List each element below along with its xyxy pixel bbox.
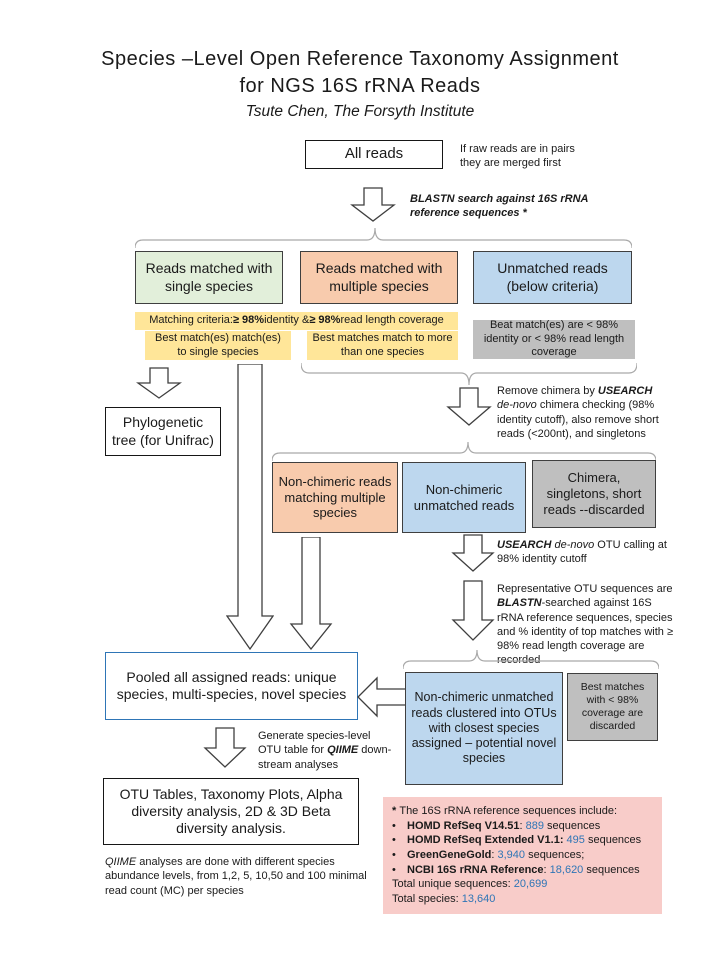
- page-author: Tsute Chen, The Forsyth Institute: [245, 103, 475, 120]
- down-arrow: [451, 534, 495, 573]
- label-best-multiple: Best matches match to more than one species: [307, 331, 458, 360]
- label-blastn-search: BLASTN search against 16S rRNA reference sequences *: [410, 193, 589, 220]
- reference-sequences-box: [383, 797, 662, 914]
- down-arrow: [350, 187, 396, 223]
- list-item: [392, 848, 653, 863]
- node-chimera-discarded: Chimera, singletons, short reads --discarded: [532, 460, 656, 528]
- long-down-arrow: [226, 364, 274, 650]
- node-pooled-reads: Pooled all assigned reads: unique species, multi-species, novel species: [105, 652, 358, 720]
- bullet-icon: •: [392, 863, 396, 876]
- down-arrow: [203, 727, 247, 769]
- label-best-single: Best match(es) match(es) to single species: [145, 331, 291, 360]
- refbox-bullet-homd: HOMD RefSeq V14.51: 889 sequences: [407, 819, 601, 832]
- down-arrow: [136, 367, 182, 400]
- label-beat-below-criteria: Beat match(es) are < 98% identity or < 98% read length coverage: [473, 320, 635, 359]
- list-item: [392, 819, 653, 834]
- label-otu-calling: USEARCH de-novo OTU calling at 98% identity cutoff: [497, 539, 667, 566]
- label-generate-otu-table: Generate species-level OTU table for QIIME down-stream analyses: [258, 730, 392, 771]
- bullet-icon: •: [392, 819, 396, 832]
- refbox-bullet-ncbi: NCBI 16S rRNA Reference: 18,620 sequences: [407, 863, 640, 876]
- note-merged-first: If raw reads are in pairs they are merged first: [460, 143, 575, 170]
- refbox-bullet-homd-ext: HOMD RefSeq Extended V1.1: 495 sequences: [407, 834, 642, 847]
- label-representative-otu: Representative OTU sequences are BLASTN-searched against 16S rRNA reference sequences, species and % identity of top matches with ≥ 98% read length coverage are recorded: [497, 583, 674, 667]
- left-arrow: [356, 673, 408, 721]
- list-item: [392, 863, 653, 878]
- list-item: [392, 833, 653, 848]
- down-arrow: [451, 580, 495, 642]
- down-arrow: [289, 537, 333, 650]
- brace-clustered: [403, 649, 659, 670]
- node-coverage-discarded: Best matches with < 98% coverage are discarded: [567, 673, 658, 741]
- refbox-bullet-greengene: GreenGeneGold: 3,940 sequences;: [407, 848, 585, 861]
- down-arrow: [446, 387, 492, 427]
- brace-nonchimeric-split: [272, 441, 656, 462]
- refbox-total-sequences: Total unique sequences: 20,699: [392, 878, 548, 891]
- node-nonchimeric-multiple: Non-chimeric reads matching multiple species: [272, 462, 398, 533]
- node-clustered-otus: Non-chimeric unmatched reads clustered into OTUs with closest species assigned – potential novel species: [405, 672, 563, 785]
- brace-chimera-input: [301, 362, 637, 386]
- label-matching-criteria: Matching criteria: ≥ 98% identity & ≥ 98% read length coverage: [135, 312, 458, 330]
- node-matched-multiple: Reads matched with multiple species: [300, 251, 458, 304]
- page-title-line2: for NGS 16S rRNA Reads: [239, 75, 481, 97]
- node-matched-single: Reads matched with single species: [135, 251, 283, 304]
- label-remove-chimera: Remove chimera by USEARCH de-novo chimera checking (98% identity cutoff), also remove short reads (<200nt), and singletons: [497, 385, 659, 440]
- node-all-reads: All reads: [305, 140, 443, 169]
- bullet-icon: •: [392, 834, 396, 847]
- brace-split-reads: [135, 227, 632, 249]
- refbox-total-species: Total species: 13,640: [392, 892, 496, 905]
- node-unmatched-reads: Unmatched reads (below criteria): [473, 251, 632, 304]
- refbox-header: * The 16S rRNA reference sequences include:: [392, 805, 618, 817]
- label-qiime-note: QIIME analyses are done with different species abundance levels, from 1,2, 5, 10,50 and 100 minimal read count (MC) per species: [105, 856, 367, 897]
- bullet-icon: •: [392, 848, 396, 861]
- node-phylogenetic-tree: Phylogenetic tree (for Unifrac): [105, 407, 221, 456]
- node-nonchimeric-unmatched: Non-chimeric unmatched reads: [402, 462, 526, 533]
- page-title-line1: Species –Level Open Reference Taxonomy Assignment: [101, 48, 619, 70]
- node-otu-tables: OTU Tables, Taxonomy Plots, Alpha diversity analysis, 2D & 3D Beta diversity analysis.: [103, 778, 359, 845]
